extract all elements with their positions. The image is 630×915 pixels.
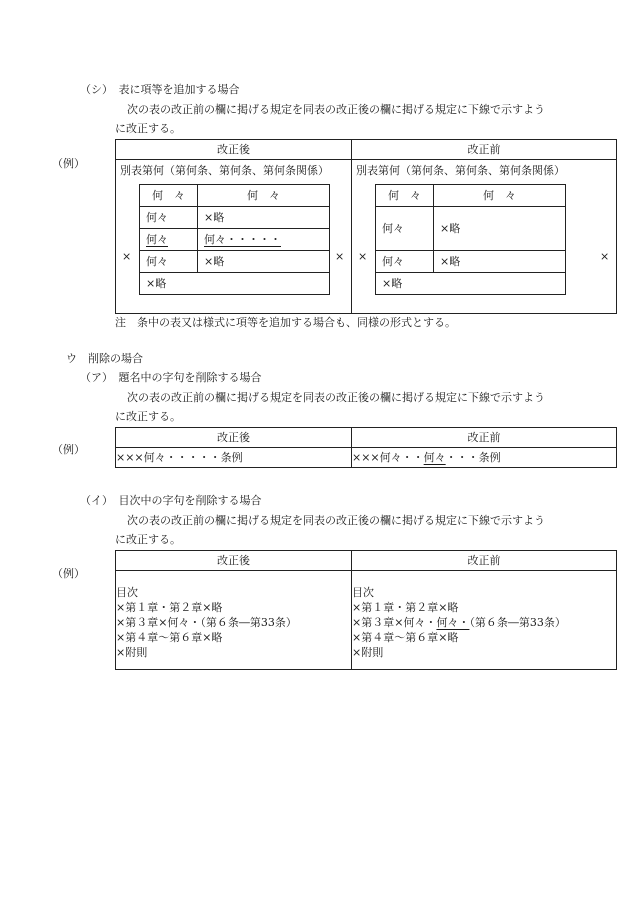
before-toc-line3-underlined: 何々・ [436, 616, 470, 629]
section-i-body-line1: 次の表の改正前の欄に掲げる規定を同表の改正後の欄に掲げる規定に下線で示すよう [127, 514, 545, 527]
section-shi-note: 注 条中の表又は様式に項等を追加する場合も、同様の形式とする。 [115, 316, 456, 329]
after-inner-head-2: 何 々 [198, 185, 330, 207]
after-row1-c1: 何々 [140, 207, 198, 229]
after-toc-line: ×第４章～第６章×略 [116, 631, 223, 644]
col-after-header: 改正後 [116, 140, 352, 160]
before-toc-cell [352, 571, 617, 670]
before-toc-line: ×附則 [352, 646, 384, 659]
before-x-right: × [600, 250, 610, 263]
col-before-header: 改正前 [352, 140, 617, 160]
before-title-post: ・・・条例 [445, 451, 501, 464]
after-row3-c1: 何々 [140, 251, 198, 273]
before-toc-line3-post: （第６条―第33条） [469, 616, 566, 629]
section-a-heading: （ア） 題名中の字句を削除する場合 [80, 371, 262, 384]
add-item-table [115, 139, 617, 314]
after-table-title: 別表第何（第何条、第何条、第何条関係） [120, 164, 329, 177]
after-row3-c2: ×略 [198, 251, 330, 273]
after-inner-table [139, 184, 330, 295]
section-shi-heading: （シ） 表に項等を追加する場合 [80, 83, 240, 96]
section-a-body-line2: に改正する。 [115, 410, 181, 423]
before-inner-head-1: 何 々 [376, 185, 434, 207]
col-before-header: 改正前 [352, 428, 617, 448]
before-row2-c2: ×略 [434, 251, 566, 273]
example-label: （例） [52, 157, 85, 170]
before-toc-line3-pre: ×第３章×何々・ [352, 616, 437, 629]
section-a-body-line1: 次の表の改正前の欄に掲げる規定を同表の改正後の欄に掲げる規定に下線で示すよう [127, 391, 545, 404]
section-shi-body-line1: 次の表の改正前の欄に掲げる規定を同表の改正後の欄に掲げる規定に下線で示すよう [127, 103, 545, 116]
after-toc-line: ×附則 [116, 646, 148, 659]
before-row1-c1: 何々 [376, 207, 434, 251]
after-toc-cell [116, 571, 352, 670]
after-row2-c1: 何々 [140, 229, 198, 251]
before-row-last: ×略 [376, 273, 566, 295]
after-x-left: × [122, 250, 132, 263]
example-label: （例） [52, 567, 85, 580]
col-after-header: 改正後 [116, 551, 352, 571]
before-row2-c1: 何々 [376, 251, 434, 273]
after-row1-c2: ×略 [198, 207, 330, 229]
table-row [140, 229, 330, 251]
before-title-pre: ×××何々・・ [352, 451, 424, 464]
col-after-header: 改正後 [116, 428, 352, 448]
table-row [140, 207, 330, 229]
table-row [376, 251, 566, 273]
table-row [376, 207, 566, 251]
before-title-cell [352, 448, 617, 468]
after-title-text: ×××何々・・・・・条例 [116, 448, 352, 468]
before-toc-line: ×第１章・第２章×略 [352, 601, 459, 614]
after-toc-line: 目次 [116, 586, 138, 599]
table-row [140, 251, 330, 273]
section-i-body-line2: に改正する。 [115, 533, 181, 546]
after-x-right: × [335, 250, 345, 263]
toc-delete-table [115, 550, 617, 670]
section-u-heading: ウ 削除の場合 [66, 352, 143, 365]
table-row [376, 273, 566, 295]
after-row2-c2: 何々・・・・・ [198, 229, 330, 251]
title-delete-table [115, 427, 617, 468]
before-cell [352, 160, 617, 314]
before-toc-line: ×第４章～第６章×略 [352, 631, 459, 644]
example-label: （例） [52, 443, 85, 456]
before-table-title: 別表第何（第何条、第何条、第何条関係） [356, 164, 565, 177]
before-toc-line [352, 615, 616, 630]
before-toc-line: 目次 [352, 586, 374, 599]
before-x-left: × [358, 250, 368, 263]
before-row1-c2: ×略 [434, 207, 566, 251]
after-toc-line: ×第３章×何々・（第６条―第33条） [116, 616, 297, 629]
before-inner-head-2: 何 々 [434, 185, 566, 207]
after-cell [116, 160, 352, 314]
table-row [140, 273, 330, 295]
after-inner-head-1: 何 々 [140, 185, 198, 207]
before-title-underlined: 何々 [423, 451, 446, 464]
after-row-last: ×略 [140, 273, 330, 295]
after-toc-line: ×第１章・第２章×略 [116, 601, 223, 614]
section-shi-body-line2: に改正する。 [115, 122, 181, 135]
section-i-heading: （イ） 目次中の字句を削除する場合 [80, 494, 262, 507]
col-before-header: 改正前 [352, 551, 617, 571]
before-inner-table [375, 184, 566, 295]
